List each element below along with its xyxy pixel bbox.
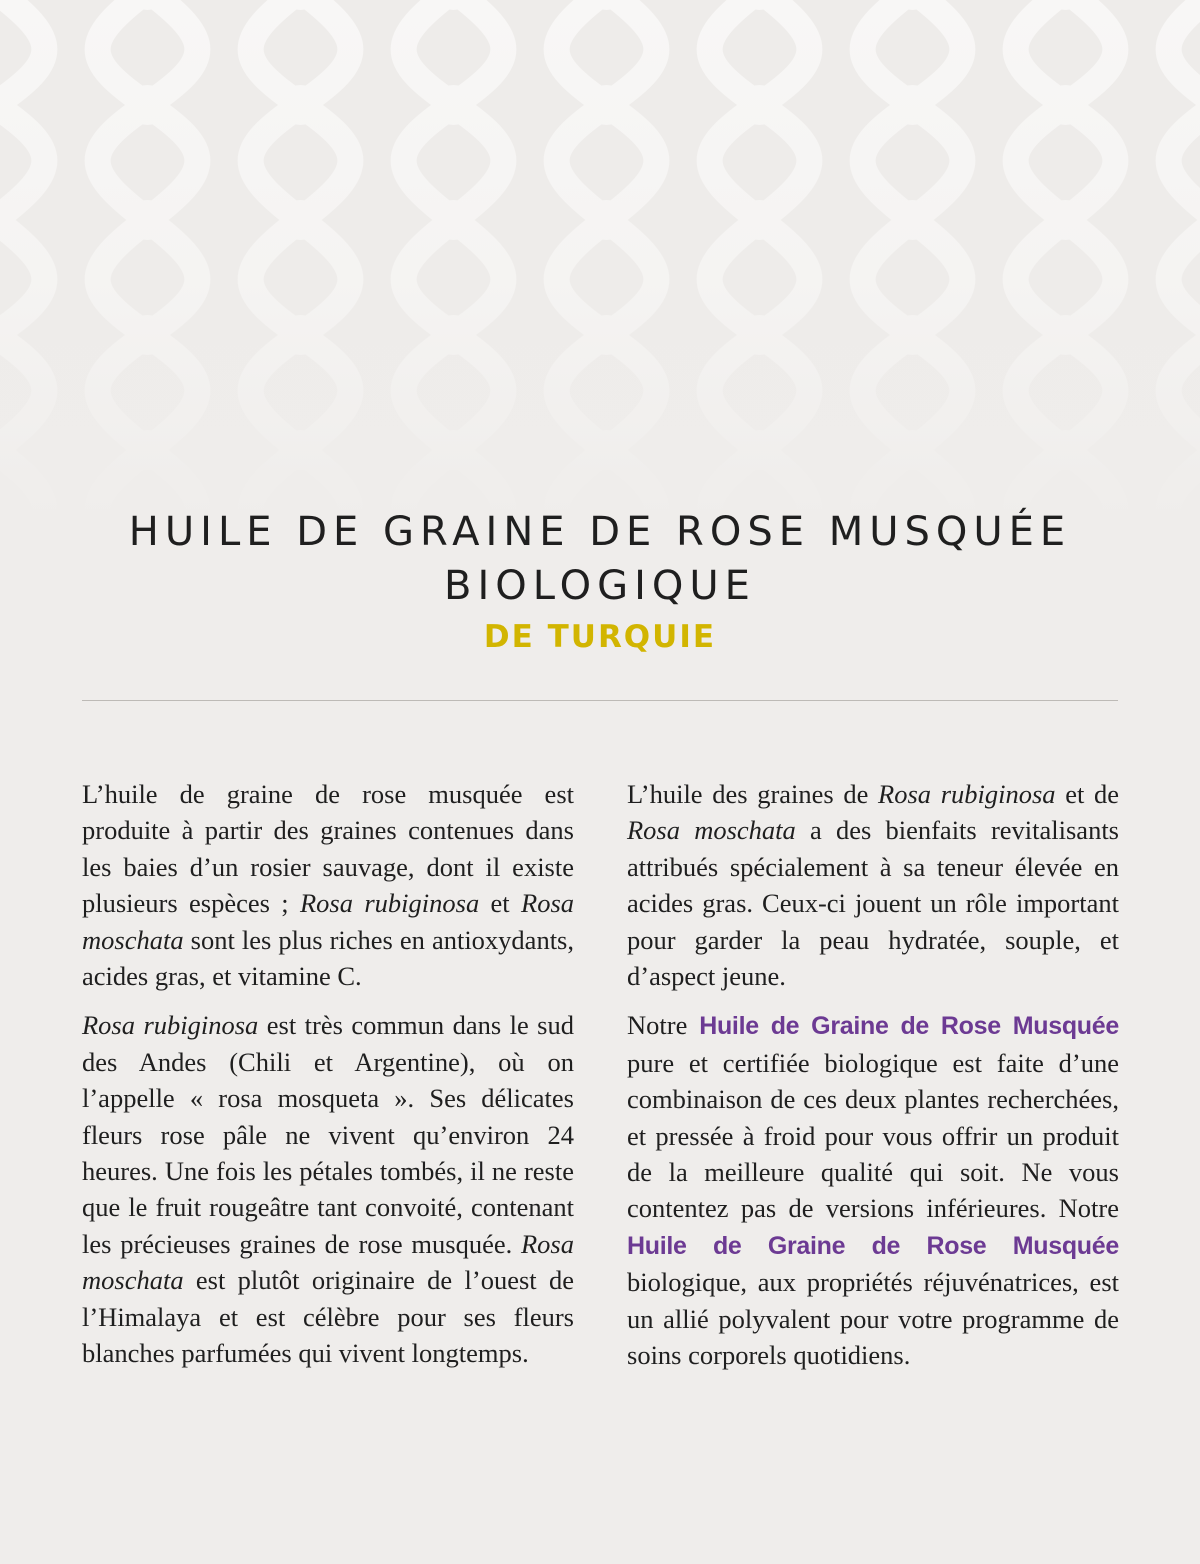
page-title [0, 505, 1200, 613]
product-name-highlight: Huile de Graine de Rose Musquée [699, 1012, 1119, 1041]
page-subtitle: DE TURQUIE [483, 619, 717, 655]
left-paragraph-1 [82, 776, 574, 994]
text-run: biologique, aux propriétés réjuvénatrices, est un allié polyvalent pour votre programme de soins corporels quotidiens. [627, 1267, 1119, 1371]
right-column [627, 776, 1119, 1387]
title-line-2: BIOLOGIQUE [444, 563, 756, 609]
title-divider [82, 700, 1118, 701]
species-name: Rosa moschata [82, 888, 575, 955]
text-run: est très commun dans le sud des Andes (Chili et Argentine), où on l’appelle « rosa mosqueta ». Ses délicates fleurs rose pâle ne vivent qu’environ 24 heures. Une fois les pétales tombés, il ne reste que le fruit rougeâtre tant convoité, contenant les précieuses graines de rose musquée. [82, 1010, 574, 1259]
right-paragraph-2 [627, 1007, 1119, 1373]
species-name: Rosa rubiginosa [300, 888, 480, 919]
text-run: et [479, 888, 522, 919]
left-column [82, 776, 574, 1385]
text-run: Notre [627, 1010, 700, 1041]
left-paragraph-2 [82, 1007, 574, 1371]
text-run: et de [1055, 779, 1120, 809]
species-name: Rosa rubiginosa [82, 1010, 259, 1041]
text-run: sont les plus riches en antioxydants, acides gras, et vitamine C. [82, 924, 574, 992]
product-name-highlight: Huile de Graine de Rose Musquée [627, 1231, 1119, 1260]
text-run: a des bienfaits revitalisants attribués spécialement à sa teneur élevée en acides gras. Ceux-ci jouent un rôle important pour garder la peau hydratée, souple, et d’aspect jeune. [627, 815, 1119, 992]
text-run: L’huile des graines de [627, 779, 879, 809]
title-line-1: HUILE DE GRAINE DE ROSE MUSQUÉE [128, 509, 1072, 555]
species-name: Rosa moschata [82, 1228, 574, 1296]
ogee-background-pattern [0, 0, 1200, 520]
species-name: Rosa moschata [627, 815, 796, 846]
text-run: L’huile de graine de rose musquée est produite à partir des graines contenues dans les baies d’un rosier sauvage, dont il existe plusieurs espèces ; [82, 779, 574, 919]
title-block [0, 505, 1200, 657]
text-run: est plutôt originaire de l’ouest de l’Himalaya et est célèbre pour ses fleurs blanches parfumées qui vivent longtemps. [82, 1265, 574, 1369]
right-paragraph-1 [627, 776, 1119, 994]
species-name: Rosa rubiginosa [878, 779, 1056, 809]
text-run: pure et certifiée biologique est faite d’une combinaison de ces deux plantes recherchées, et pressée à froid pour vous offrir un produit de la meilleure qualité qui soit. Ne vous contentez pas de versions inférieures. Notre [627, 1047, 1119, 1224]
